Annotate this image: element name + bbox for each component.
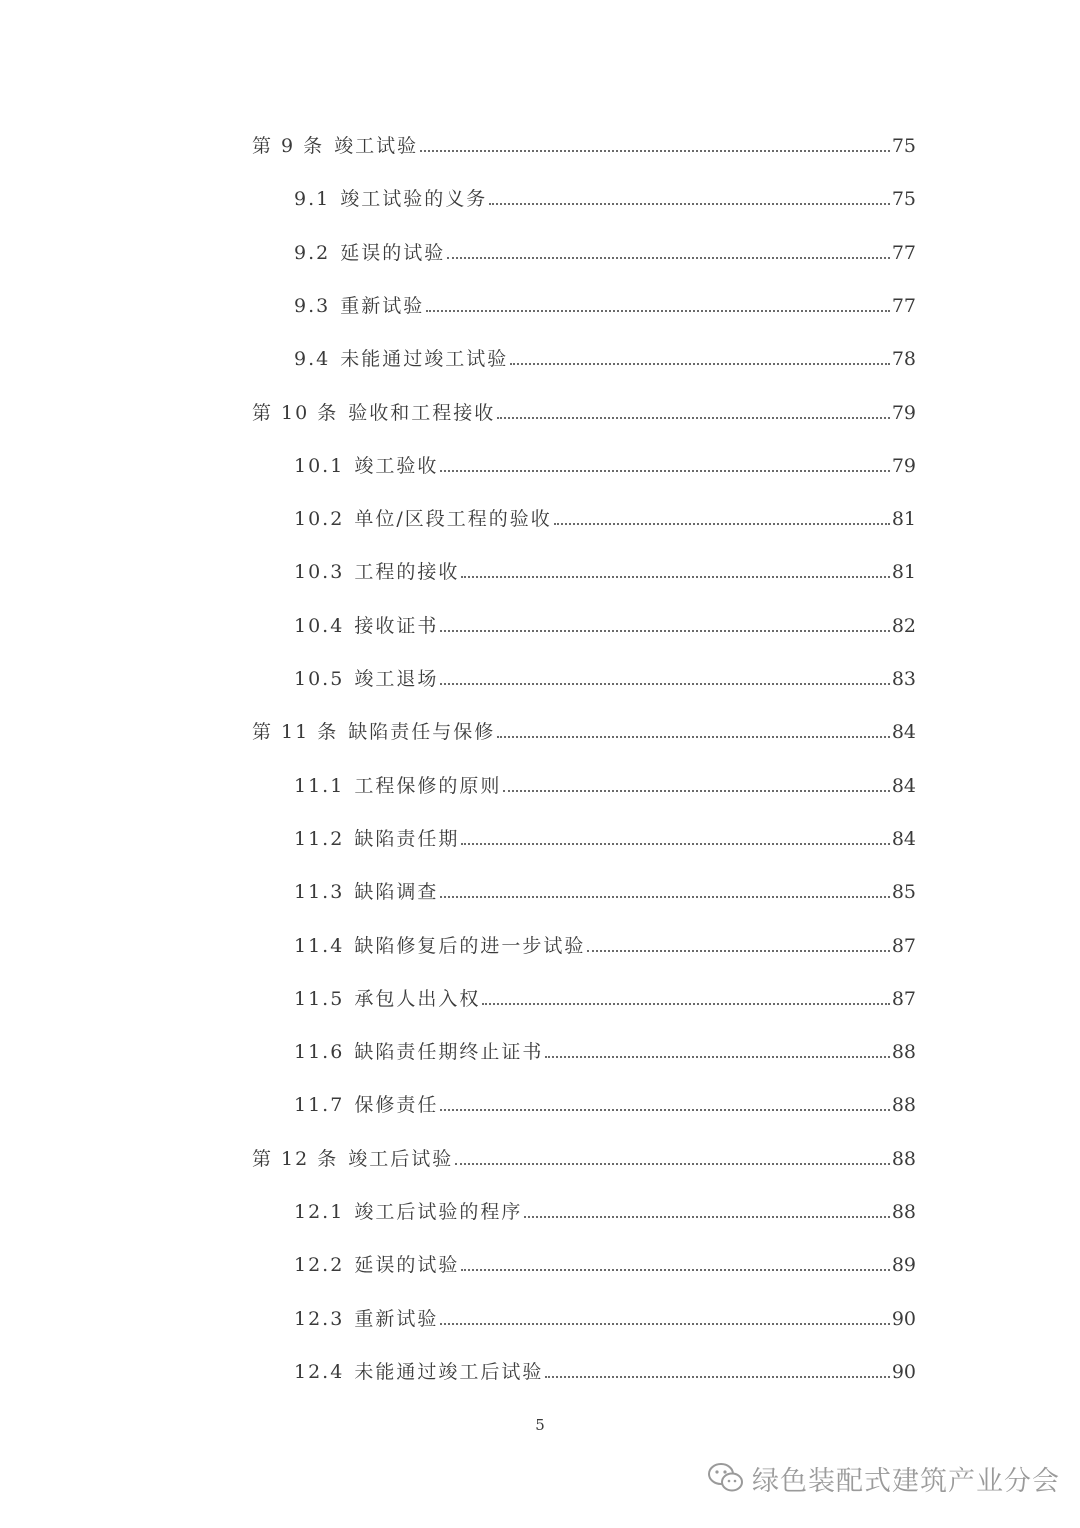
toc-dot-leader xyxy=(447,257,890,259)
toc-page-number: 87 xyxy=(891,934,916,957)
toc-entry-title: 承包人出入权 xyxy=(354,987,481,1010)
toc-dot-leader xyxy=(420,150,890,152)
toc-section-entry xyxy=(294,1032,916,1064)
toc-page-number: 85 xyxy=(891,881,916,904)
toc-entry-title: 缺陷责任期终止证书 xyxy=(354,1041,544,1064)
toc-page-number: 82 xyxy=(891,614,916,637)
toc-page-number: 77 xyxy=(891,241,916,264)
toc-entry-title: 重新试验 xyxy=(354,1307,439,1330)
toc-page-number: 78 xyxy=(891,348,916,371)
toc-entry-label xyxy=(294,294,424,318)
toc-entry-title: 竣工后试验的程序 xyxy=(354,1201,523,1223)
toc-page-number: 88 xyxy=(891,1094,916,1117)
toc-page-number: 77 xyxy=(891,294,916,317)
toc-page-number: 88 xyxy=(891,1201,916,1223)
toc-section-entry xyxy=(294,1085,916,1117)
toc-entry-title: 竣工试验 xyxy=(334,135,419,157)
toc-entry-number: 9.2 xyxy=(294,241,331,264)
toc-entry-title: 未能通过竣工后试验 xyxy=(354,1360,544,1383)
toc-chapter-entry xyxy=(252,126,916,158)
toc-entry-label xyxy=(294,1200,522,1224)
toc-section-entry xyxy=(294,286,916,318)
toc-dot-leader xyxy=(545,1376,889,1378)
toc-entry-number: 11.4 xyxy=(294,934,345,957)
toc-entry-label xyxy=(294,827,459,851)
toc-entry-title: 验收和工程接收 xyxy=(348,401,496,424)
toc-entry-number: 10.4 xyxy=(294,614,345,637)
toc-entry-number: 11.2 xyxy=(294,827,345,850)
toc-section-entry xyxy=(294,446,916,478)
toc-entry-number: 10.5 xyxy=(294,668,345,690)
toc-entry-number: 9.4 xyxy=(294,348,331,371)
toc-entry-label xyxy=(294,454,438,478)
toc-entry-title: 工程保修的原则 xyxy=(354,774,502,797)
page-number: 5 xyxy=(535,1416,545,1434)
toc-entry-number: 第 10 条 xyxy=(252,401,339,424)
toc-entry-title: 未能通过竣工试验 xyxy=(340,348,509,371)
toc-page-number: 84 xyxy=(891,721,916,744)
toc-dot-leader xyxy=(440,1109,889,1111)
toc-page-number: 88 xyxy=(891,1041,916,1064)
toc-entry-label xyxy=(294,987,480,1011)
toc-section-entry xyxy=(294,339,916,371)
toc-entry-title: 工程的接收 xyxy=(354,561,460,584)
toc-page-number: 79 xyxy=(891,401,916,424)
toc-entry-label xyxy=(294,880,438,904)
toc-entry-number: 12.2 xyxy=(294,1254,345,1277)
toc-entry-label xyxy=(294,347,508,371)
toc-entry-number: 10.1 xyxy=(294,454,345,477)
toc-entry-label xyxy=(294,934,585,958)
toc-page-number: 75 xyxy=(891,135,916,157)
toc-page-number: 81 xyxy=(891,508,916,531)
toc-entry-label xyxy=(252,1147,453,1171)
toc-dot-leader xyxy=(587,950,889,952)
toc-entry-label xyxy=(294,1253,459,1277)
toc-chapter-entry xyxy=(252,393,916,425)
toc-section-entry xyxy=(294,499,916,531)
toc-entry-number: 第 12 条 xyxy=(252,1147,339,1170)
toc-page-number: 79 xyxy=(891,454,916,477)
toc-dot-leader xyxy=(503,790,889,792)
toc-entry-label xyxy=(252,720,495,744)
toc-section-entry xyxy=(294,979,916,1011)
toc-entry-label xyxy=(294,241,445,265)
toc-section-entry xyxy=(294,659,916,691)
toc-dot-leader xyxy=(545,1056,889,1058)
toc-dot-leader xyxy=(510,363,890,365)
toc-page-number: 90 xyxy=(891,1360,916,1383)
toc-dot-leader xyxy=(497,417,890,419)
toc-entry-number: 12.4 xyxy=(294,1360,345,1383)
toc-entry-label xyxy=(294,1360,543,1384)
toc-entry-label xyxy=(294,1040,543,1064)
toc-entry-label xyxy=(294,774,501,798)
toc-entry-title: 缺陷责任期 xyxy=(354,827,460,850)
toc-entry-number: 11.5 xyxy=(294,987,345,1010)
toc-entry-number: 12.3 xyxy=(294,1307,345,1330)
toc-section-entry xyxy=(294,1192,916,1224)
toc-entry-title: 缺陷调查 xyxy=(354,881,439,904)
toc-section-entry xyxy=(294,606,916,638)
toc-entry-label xyxy=(294,507,552,531)
toc-entry-number: 10.3 xyxy=(294,561,345,584)
toc-dot-leader xyxy=(461,1269,889,1271)
toc-dot-leader xyxy=(426,310,890,312)
toc-section-entry xyxy=(294,766,916,798)
toc-entry-label xyxy=(294,1093,438,1117)
toc-section-entry xyxy=(294,552,916,584)
toc-page-number: 90 xyxy=(891,1307,916,1330)
toc-dot-leader xyxy=(554,523,890,525)
toc-section-entry xyxy=(294,872,916,904)
toc-entry-title: 竣工后试验 xyxy=(348,1147,454,1170)
toc-section-entry xyxy=(294,926,916,958)
toc-dot-leader xyxy=(524,1216,889,1218)
toc-dot-leader xyxy=(440,896,889,898)
toc-section-entry xyxy=(294,1352,916,1384)
toc-chapter-entry xyxy=(252,1139,916,1171)
watermark-text: 绿色装配式建筑产业分会 xyxy=(752,1465,1060,1497)
toc-dot-leader xyxy=(440,470,889,472)
toc-entry-number: 9.3 xyxy=(294,294,331,317)
toc-entry-title: 竣工验收 xyxy=(354,454,439,477)
toc-entry-label xyxy=(294,187,487,211)
toc-entry-title: 重新试验 xyxy=(340,294,425,317)
toc-dot-leader xyxy=(461,576,889,578)
toc-entry-number: 11.1 xyxy=(294,774,345,797)
toc-entry-label xyxy=(294,560,459,584)
wechat-icon xyxy=(706,1461,746,1495)
toc-entry-number: 第 9 条 xyxy=(252,135,325,157)
toc-dot-leader xyxy=(455,1163,890,1165)
toc-section-entry xyxy=(294,819,916,851)
toc-entry-title: 接收证书 xyxy=(354,614,439,637)
toc-page-number: 88 xyxy=(891,1147,916,1170)
toc-entry-label xyxy=(294,614,438,638)
toc-entry-title: 保修责任 xyxy=(354,1094,439,1117)
toc-section-entry xyxy=(294,233,916,265)
toc-dot-leader xyxy=(440,1323,889,1325)
toc-dot-leader xyxy=(497,736,890,738)
toc-dot-leader xyxy=(440,683,889,685)
toc-entry-title: 缺陷责任与保修 xyxy=(348,721,496,744)
toc-section-entry xyxy=(294,1245,916,1277)
toc-entry-label xyxy=(294,1307,438,1331)
toc-page-number: 83 xyxy=(891,668,916,690)
toc-entry-label xyxy=(252,401,495,425)
toc-chapter-entry xyxy=(252,712,916,744)
toc-entry-title: 延误的试验 xyxy=(354,1254,460,1277)
toc-entry-number: 11.3 xyxy=(294,881,345,904)
toc-entry-title: 竣工试验的义务 xyxy=(340,188,488,211)
toc-entry-number: 10.2 xyxy=(294,508,345,531)
toc-entry-number: 9.1 xyxy=(294,188,331,211)
toc-page-number: 84 xyxy=(891,774,916,797)
toc-entry-number: 12.1 xyxy=(294,1201,345,1223)
toc-entry-title: 延误的试验 xyxy=(340,241,446,264)
toc-dot-leader xyxy=(440,630,889,632)
toc-entry-title: 单位/区段工程的验收 xyxy=(354,508,552,531)
toc-page-number: 84 xyxy=(891,827,916,850)
toc-page-number: 81 xyxy=(891,561,916,584)
toc-dot-leader xyxy=(482,1003,889,1005)
toc-page-number: 75 xyxy=(891,188,916,211)
toc-entry-title: 缺陷修复后的进一步试验 xyxy=(354,934,586,957)
watermark xyxy=(706,1458,1060,1498)
toc-entry-number: 第 11 条 xyxy=(252,721,339,744)
toc-entry-number: 11.6 xyxy=(294,1041,345,1064)
toc-section-entry xyxy=(294,179,916,211)
toc-entry-label xyxy=(252,134,418,158)
toc-dot-leader xyxy=(489,203,890,205)
toc-entry-title: 竣工退场 xyxy=(354,668,439,690)
toc-dot-leader xyxy=(461,843,889,845)
toc-section-entry xyxy=(294,1299,916,1331)
toc-page-number: 89 xyxy=(891,1254,916,1277)
toc-entry-number: 11.7 xyxy=(294,1094,345,1117)
toc-page-number: 87 xyxy=(891,987,916,1010)
toc-entry-label xyxy=(294,667,438,691)
